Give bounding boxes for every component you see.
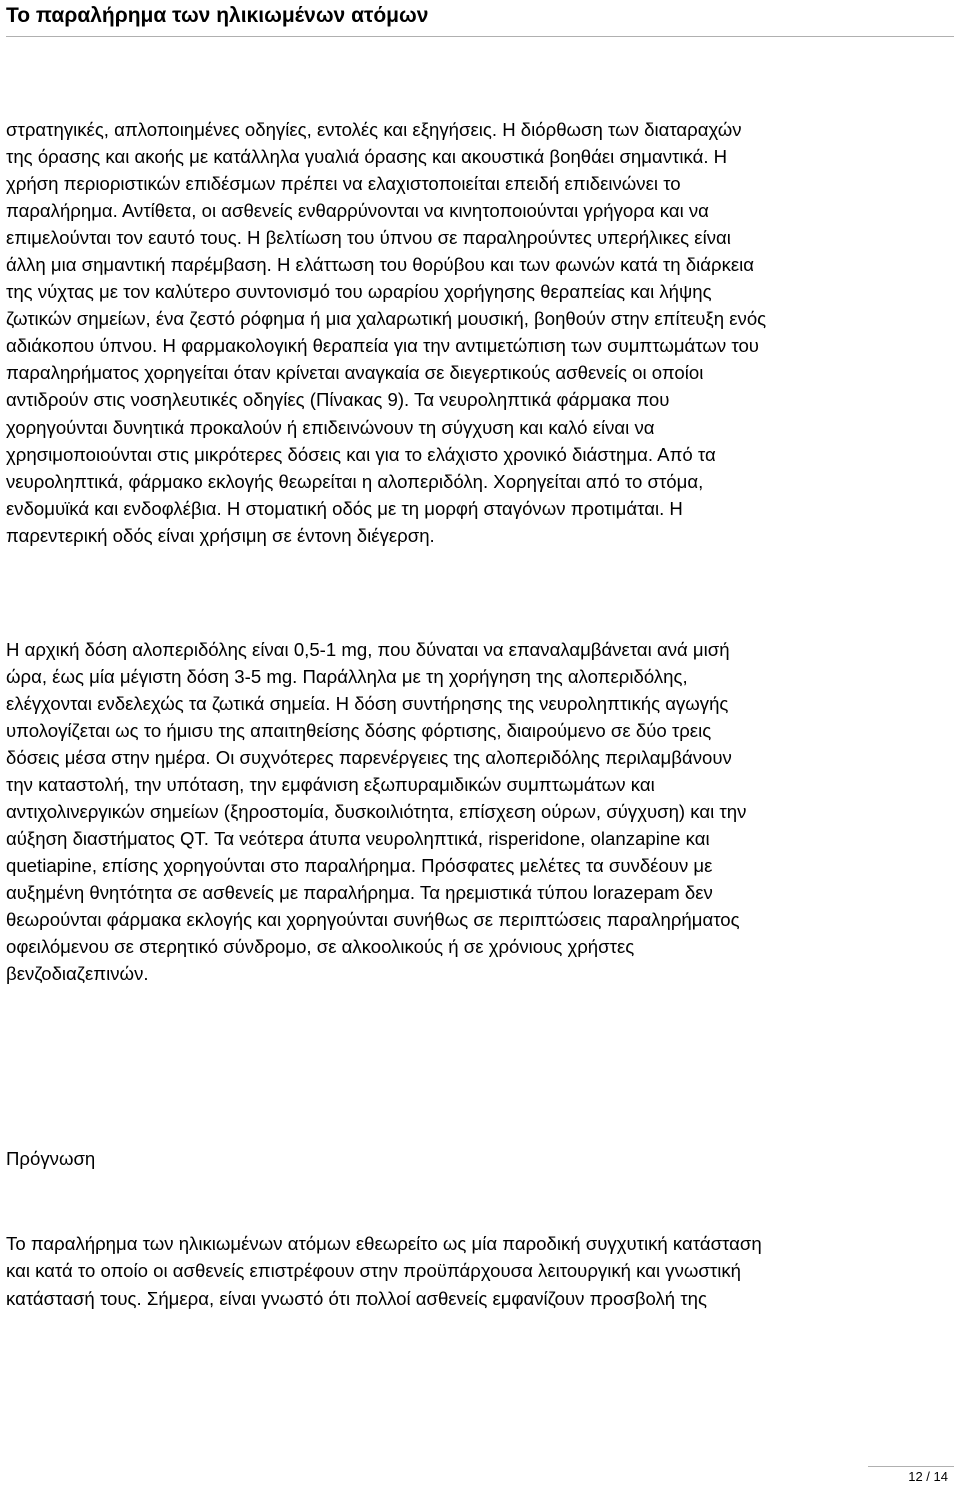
paragraph-prognosis [6,1230,954,1311]
text-line: άλλη μια σημαντική παρέμβαση. Η ελάττωση του θορύβου και των φωνών κατά τη διάρκεια [6,254,755,276]
text-line: την καταστολή, την υπόταση, την εμφάνιση εξωπυραμιδικών συμπτωμάτων και [6,773,655,795]
paragraph-spacer [6,1172,954,1230]
text-line: θεωρούνται φάρμακα εκλογής και χορηγούνται συνήθως σε περιπτώσεις παραληρήματος [6,909,740,931]
text-line: αντιχολινεργικών σημείων (ξηροστομία, δυσκοιλιότητα, επίσχεση ούρων, σύγχυση) και την [6,801,747,823]
text-line: ώρα, έως μία μέγιστη δόση 3-5 mg. Παράλληλα με τη χορήγηση της αλοπεριδόλης, [6,665,688,687]
paragraph-spacer [6,549,954,636]
text-line: βενζοδιαζεπινών. [6,963,149,985]
text-line: δόσεις μέσα στην ημέρα. Οι συχνότερες παρενέργειες της αλοπεριδόλης περιλαμβάνουν [6,746,732,768]
text-line: ελέγχονται ενδελεχώς τα ζωτικά σημεία. Η δόση συντήρησης της νευροληπτικής αγωγής [6,692,729,714]
text-line: παρεντερική οδός είναι χρήσιμη σε έντονη διέγερση. [6,524,435,546]
text-line: αδιάκοπου ύπνου. Η φαρμακολογική θεραπεία για την αντιμετώπιση των συμπτωμάτων του [6,335,759,357]
text-line: quetiapine, επίσης χορηγούνται στο παραλήρημα. Πρόσφατες μελέτες τα συνδέουν με [6,855,713,877]
footer-divider [868,1466,954,1467]
text-line: παραληρήματος χορηγείται όταν κρίνεται αναγκαία σε διεγερτικούς ασθενείς οι οποίοι [6,362,704,384]
paragraph-haloperidol-dosing [6,636,954,988]
text-line: οφειλόμενου σε στερητικό σύνδρομο, σε αλκοολικούς ή σε χρόνιους χρήστες [6,936,635,958]
section-heading-prognosis [6,1145,954,1172]
document-title: Το παραλήρημα των ηλικιωμένων ατόμων [6,4,429,27]
paragraph-treatment-measures [6,116,954,549]
page-header [6,0,954,37]
page-number: 12 / 14 [908,1469,948,1484]
text-line: αύξηση διαστήματος QT. Τα νεότερα άτυπα νευροληπτικά, risperidone, olanzapine και [6,828,710,850]
text-line: αντιδρούν στις νοσηλευτικές οδηγίες (Πίνακας 9). Τα νευροληπτικά φάρμακα που [6,389,670,411]
text-line: παραλήρημα. Αντίθετα, οι ασθενείς ενθαρρύνονται να κινητοποιούνται γρήγορα και να [6,200,709,222]
text-line: κατάστασή τους. Σήμερα, είναι γνωστό ότι πολλοί ασθενείς εμφανίζουν προσβολή της [6,1287,707,1309]
text-line: χορηγούνται δυνητικά προκαλούν ή επιδεινώνουν τη σύγχυση και καλό είναι να [6,416,655,438]
text-line: στρατηγικές, απλοποιημένες οδηγίες, εντολές και εξηγήσεις. Η διόρθωση των διαταραχών [6,119,742,140]
paragraph-spacer [6,987,954,1145]
text-line: Η αρχική δόση αλοπεριδόλης είναι 0,5-1 mg, που δύναται να επαναλαμβάνεται ανά μισή [6,638,730,660]
document-body [6,116,954,1312]
text-line: Το παραλήρημα των ηλικιωμένων ατόμων εθεωρείτο ως μία παροδική συγχυτική κατάσταση [6,1233,762,1255]
text-line: αυξημένη θνητότητα σε ασθενείς με παραλήρημα. Τα ηρεμιστικά τύπου lorazepam δεν [6,882,713,904]
text-line: της όρασης και ακοής με κατάλληλα γυαλιά όρασης και ακουστικά βοηθάει σημαντικά. Η [6,146,728,168]
text-line: και κατά το οποίο οι ασθενείς επιστρέφουν στην προϋπάρχουσα λειτουργική και γνωστική [6,1260,741,1282]
text-line: ενδομυϊκά και ενδοφλέβια. Η στοματική οδός με τη μορφή σταγόνων προτιμάται. Η [6,497,683,519]
text-line: νευροληπτικά, φάρμακο εκλογής θεωρείται η αλοπεριδόλη. Χορηγείται από το στόμα, [6,470,704,492]
text-line: της νύχτας με τον καλύτερο συντονισμό του ωραρίου χορήγησης θεραπείας και λήψης [6,281,712,303]
text-line: υπολογίζεται ως το ήμισυ της απαιτηθείσης δόσης φόρτισης, διαιρούμενο σε δύο τρεις [6,719,712,741]
text-line: επιμελούνται τον εαυτό τους. Η βελτίωση του ύπνου σε παραληρούντες υπερήλικες είναι [6,227,731,249]
text-line: χρησιμοποιούνται στις μικρότερες δόσεις και για το ελάχιστο χρονικό διάστημα. Από τα [6,443,716,465]
section-heading-text: Πρόγνωση [6,1148,96,1170]
text-line: ζωτικών σημείων, ένα ζεστό ρόφημα ή μια χαλαρωτική μουσική, βοηθούν στην επίτευξη ενός [6,308,767,330]
text-line: χρήση περιοριστικών επιδέσμων πρέπει να ελαχιστοποιείται επειδή επιδεινώνει το [6,173,681,195]
